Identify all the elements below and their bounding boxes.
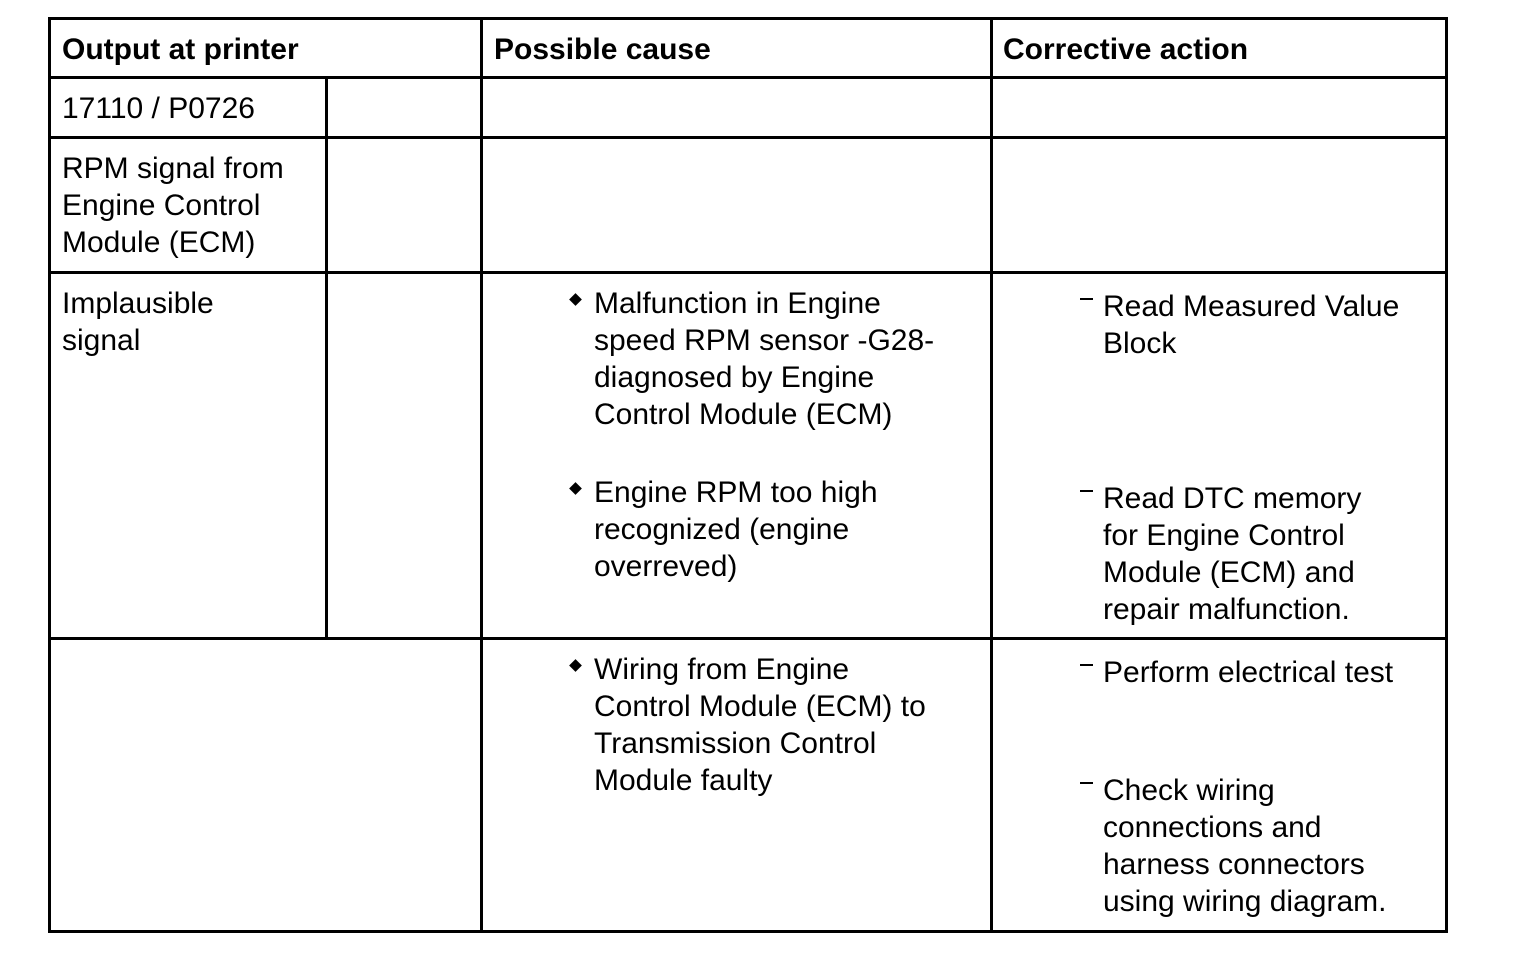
fault-code: 17110 / P0726	[62, 92, 255, 125]
fault-type: Implausible signal	[62, 287, 214, 357]
action-text: Check wiring connections and harness connectors using wiring diagram.	[1103, 774, 1387, 918]
signal-source: RPM signal from Engine Control Module (ECM)	[62, 152, 284, 259]
cause-text: Wiring from Engine Control Module (ECM) to Transmission Control Module faulty	[594, 653, 926, 797]
header-output-at-printer: Output at printer	[62, 33, 299, 66]
row-divider	[48, 271, 1448, 274]
dash-icon	[1080, 782, 1093, 784]
action-text: Read Measured Value Block	[1103, 290, 1400, 360]
column-divider	[325, 76, 328, 640]
dash-icon	[1080, 490, 1093, 492]
header-corrective-action: Corrective action	[1003, 33, 1249, 66]
cause-text: Malfunction in Engine speed RPM sensor -G28- diagnosed by Engine Control Module (ECM)	[594, 287, 935, 431]
row-divider	[48, 637, 1448, 640]
row-divider	[48, 136, 1448, 139]
action-text: Read DTC memory for Engine Control Module (ECM) and repair malfunction.	[1103, 482, 1362, 626]
action-text: Perform electrical test	[1103, 656, 1394, 689]
cause-text: Engine RPM too high recognized (engine overreved)	[594, 476, 878, 583]
dash-icon	[1080, 298, 1093, 300]
column-divider	[480, 17, 483, 933]
header-possible-cause: Possible cause	[494, 33, 711, 66]
row-divider	[48, 76, 1448, 79]
dash-icon	[1080, 664, 1093, 666]
